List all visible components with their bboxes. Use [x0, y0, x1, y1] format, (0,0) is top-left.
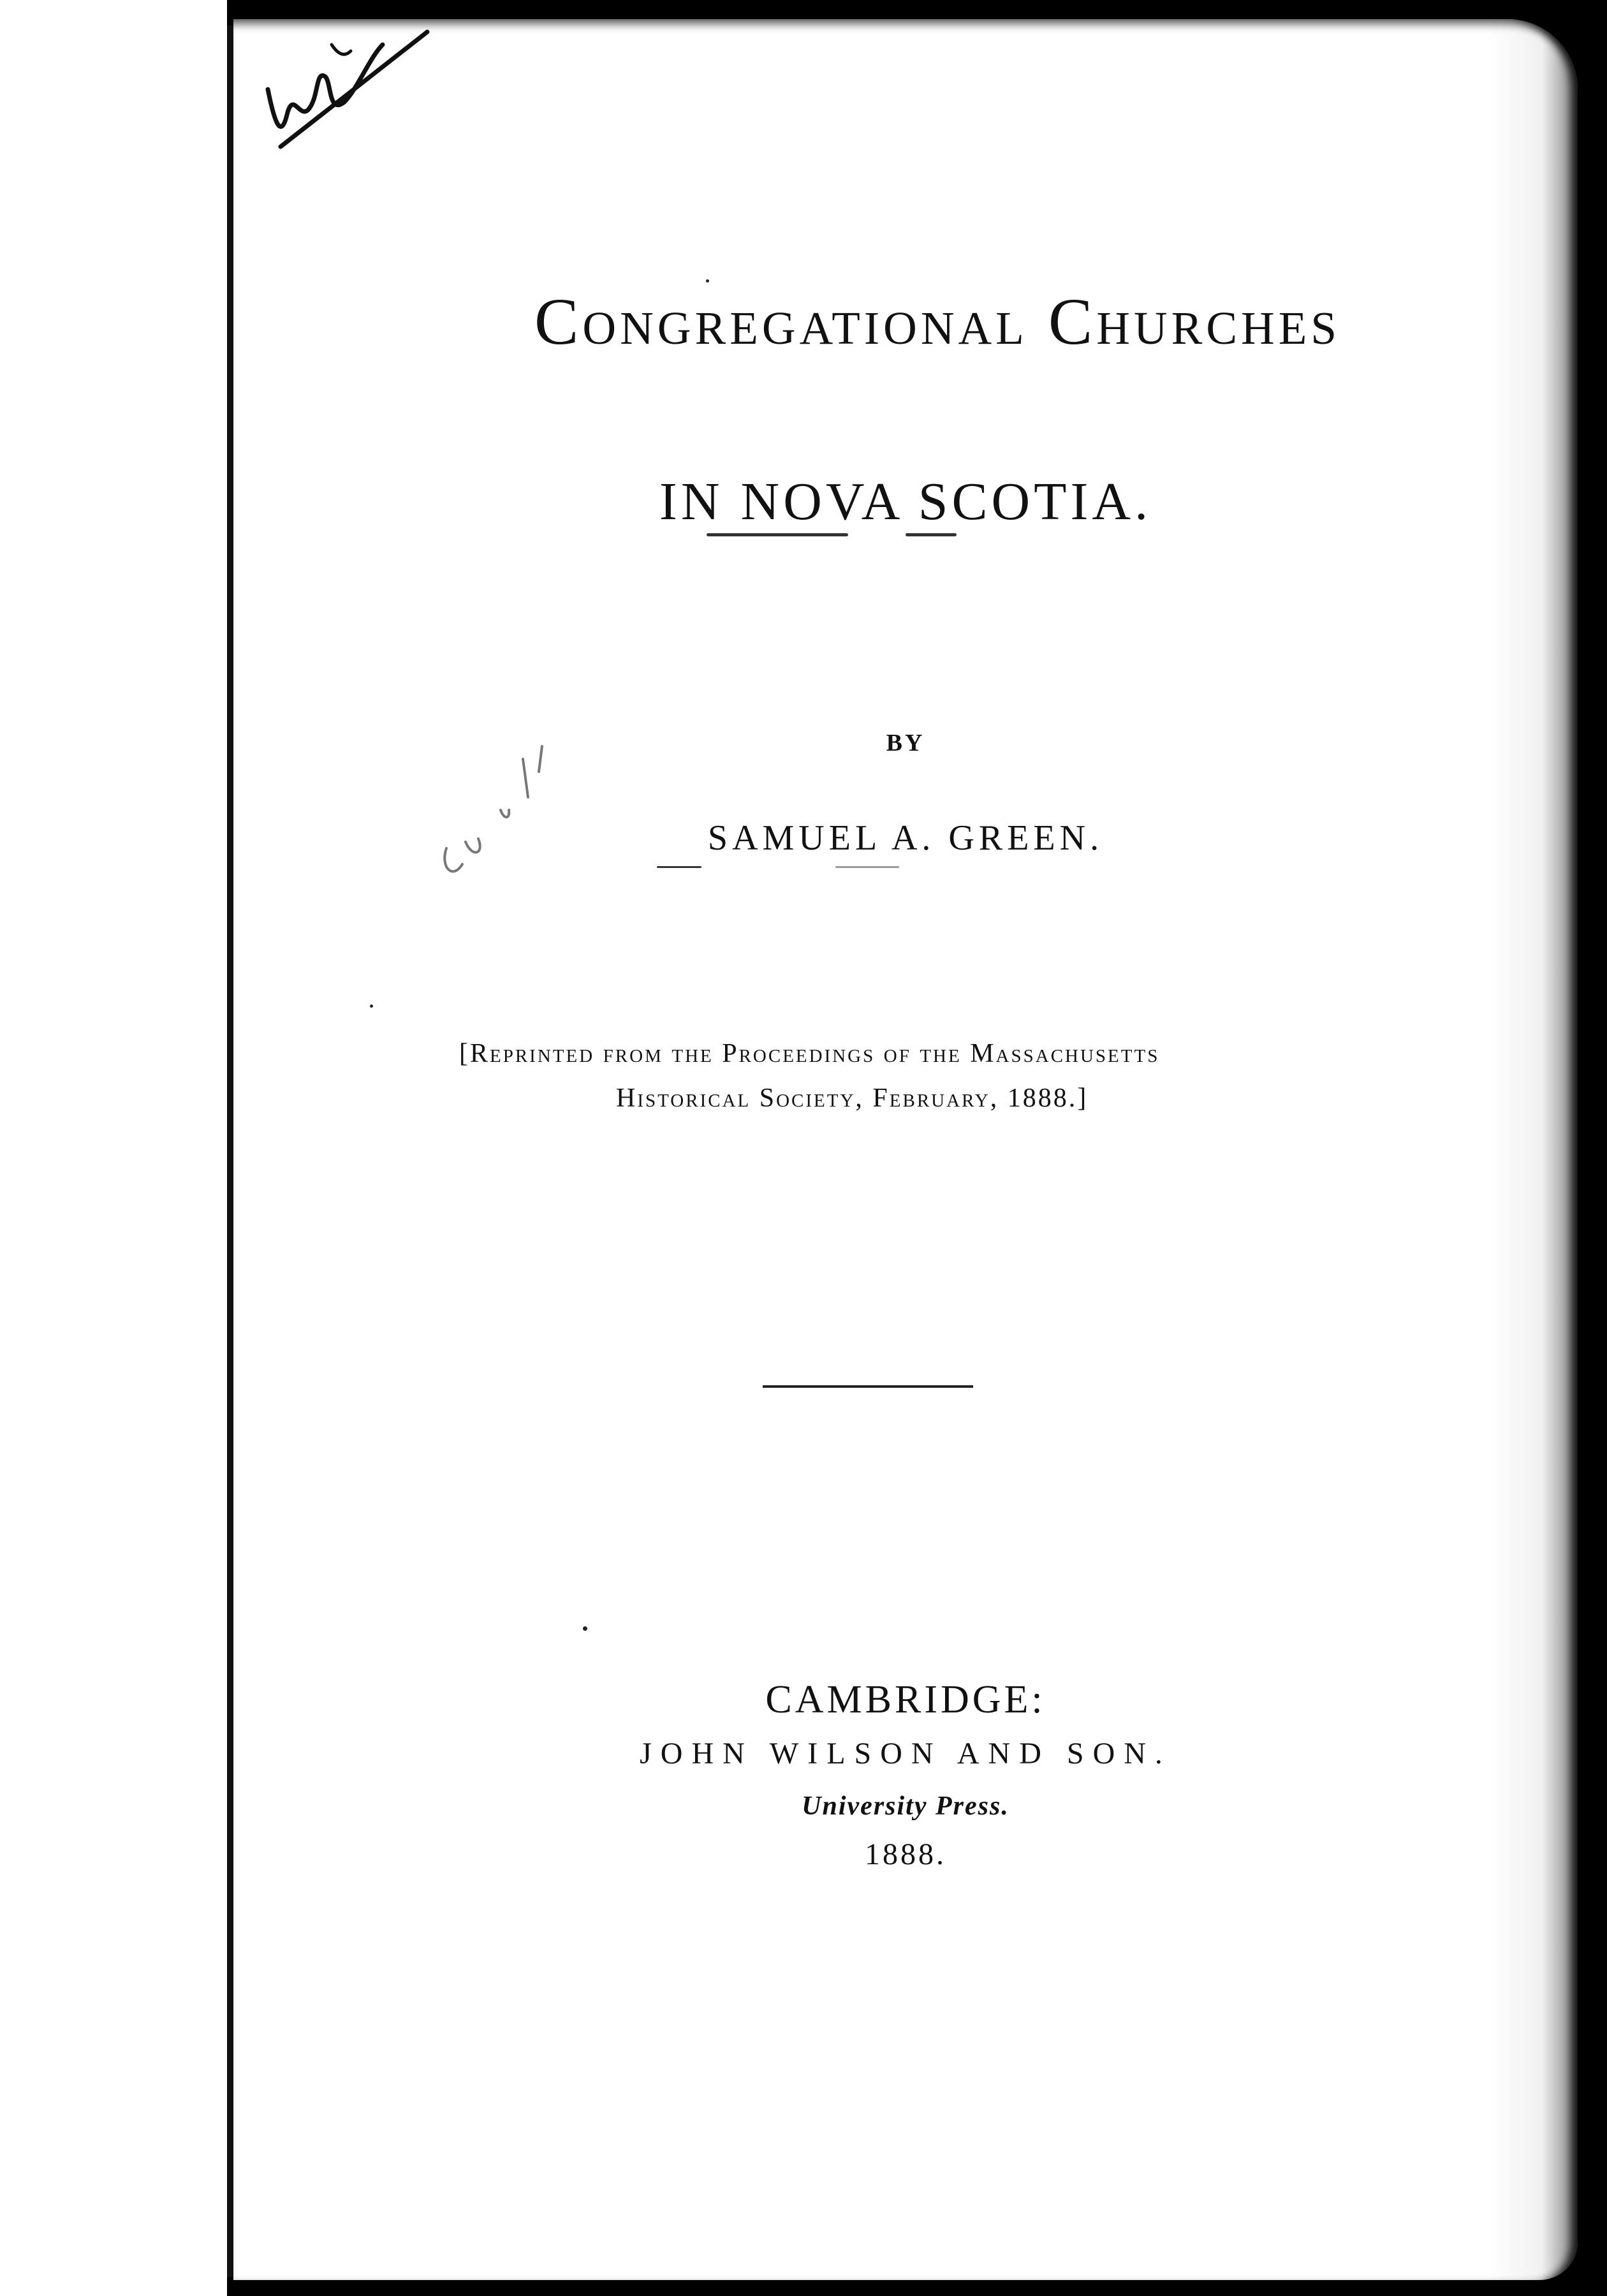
- scan-speck: [583, 1626, 587, 1631]
- divider-rule: [763, 1385, 973, 1388]
- imprint-year: 1888.: [865, 1837, 946, 1871]
- title-line-1: Congregational Churches: [534, 285, 1340, 358]
- author-name: SAMUEL A. GREEN.: [707, 818, 1104, 858]
- imprint-city: CAMBRIDGE:: [765, 1678, 1046, 1721]
- reprint-note-line-2: Historical Society, February, 1888.]: [616, 1084, 1089, 1113]
- left-margin: [0, 0, 227, 2296]
- underline-mark: [906, 533, 957, 536]
- reprint-note-line-1: [Reprinted from the Proceedings of the Massachusetts: [459, 1039, 1160, 1068]
- underline-mark: [835, 866, 899, 868]
- scan-speck: [706, 279, 709, 283]
- underline-mark: [707, 533, 848, 536]
- imprint-press: University Press.: [802, 1792, 1009, 1821]
- byline-by: BY: [886, 730, 925, 756]
- scan-speck: [370, 1004, 373, 1008]
- binding-edge: [227, 26, 233, 2277]
- underline-mark: [657, 866, 701, 868]
- title-line-2: IN NOVA SCOTIA.: [659, 472, 1152, 531]
- imprint-publisher: JOHN WILSON AND SON.: [640, 1737, 1171, 1770]
- handwritten-initials: [255, 19, 434, 172]
